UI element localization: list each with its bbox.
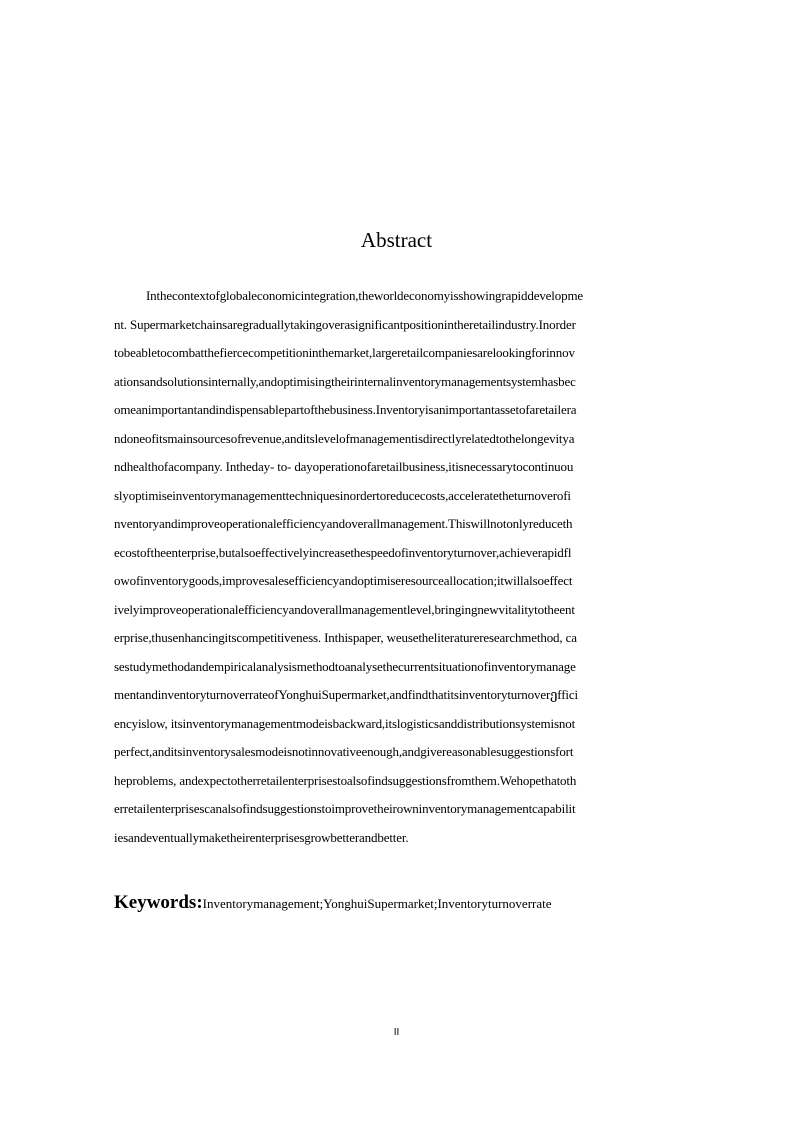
abstract-line: mentandinventoryturnoverrateofYonghuiSupermarket,andfindthatitsinventoryturnoverეffici [114, 687, 578, 702]
abstract-line: omeanimportantandindispensablepartofthebusiness.Inventoryisanimportantassetofaretailera [114, 402, 577, 417]
abstract-line: nventoryandimproveoperationalefficiencyandoverallmanagement.Thiswillnotonlyreduceth [114, 516, 573, 531]
page-title: Abstract [360, 228, 433, 252]
abstract-line: encyislow, itsinventorymanagementmodeisbackward,itslogisticsanddistributionsystemisnot [114, 715, 576, 731]
abstract-line: iesandeventuallymaketheirenterprisesgrowbetterandbetter. [114, 829, 409, 845]
abstract-line: ivelyimproveoperationalefficiencyandoverallmanagementlevel,bringingnewvitalitytotheent [114, 601, 575, 617]
abstract-line: Inthecontextofglobaleconomicintegration,theworldeconomyisshowingrapiddevelopme [146, 288, 584, 303]
abstract-line: ndoneofitsmainsourcesofrevenue,anditslevelofmanagementisdirectlyrelatedtothelongevitya [114, 430, 575, 446]
abstract-line: ndhealthofacompany. Intheday- to- dayoperationofaretailbusiness,itisnecessarytocontinuou [114, 459, 574, 474]
page-number: II [393, 1027, 400, 1038]
abstract-line: slyoptimiseinventorymanagementtechniquesinordertoreducecosts,acceleratetheturnoverofi [114, 487, 571, 503]
abstract-line: sestudymethodandempiricalanalysismethodtoanalysethecurrentsituationofinventorymanage [114, 658, 576, 674]
abstract-line: nt. Supermarketchainsaregraduallytakingoverasignificantpositionintheretailindustry.Inorder [114, 316, 576, 332]
keywords-label: Keywords: [114, 892, 203, 913]
keywords-text: Inventorymanagement;YonghuiSupermarket;Inventoryturnoverrate [202, 896, 552, 911]
abstract-line: ecostoftheenterprise,butalsoeffectivelyincreasethespeedofinventoryturnover,achieverapidfl [114, 544, 572, 560]
abstract-line: perfect,anditsinventorysalesmodeisnotinnovativeenough,andgivereasonablesuggestionsfort [114, 744, 574, 759]
abstract-line: erprise,thusenhancingitscompetitiveness. Inthispaper, weusetheliteratureresearchmethod, ca [114, 630, 577, 645]
abstract-line: ationsandsolutionsinternally,andoptimisingtheirinternalinventorymanagementsystemhasbec [114, 373, 576, 389]
abstract-line: heproblems, andexpectotherretailenterprisestoalsofindsuggestionsfromthem.Wehopethatoth [114, 772, 577, 788]
keywords [114, 890, 552, 917]
abstract-line: erretailenterprisescanalsofindsuggestionstoimprovetheirowninventorymanagementcapabilit [114, 801, 576, 816]
abstract-body [114, 286, 704, 856]
abstract-line: tobeabletocombatthefiercecompetitioninthemarket,largeretailcompaniesarelookingforinnov [114, 345, 575, 360]
abstract-line: owofinventorygoods,improvesalesefficiencyandoptimiseresourceallocation;itwillalsoeffect [114, 573, 573, 588]
